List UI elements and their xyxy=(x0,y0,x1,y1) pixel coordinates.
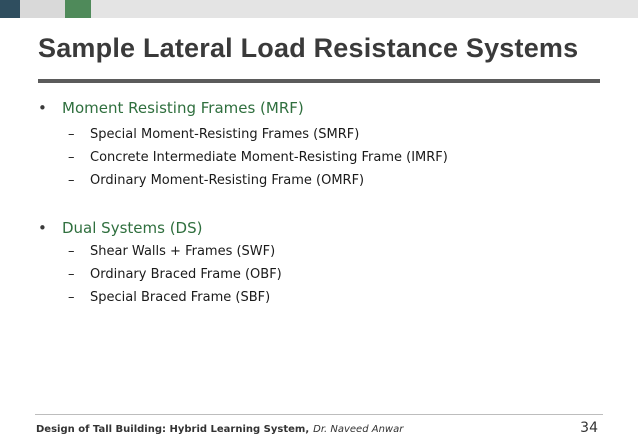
bullet-label: Moment Resisting Frames (MRF) xyxy=(62,99,304,117)
title-underline xyxy=(38,79,600,83)
sub-marker: – xyxy=(68,127,75,142)
page-number: 34 xyxy=(580,420,598,436)
sub-item xyxy=(68,267,282,282)
sub-item-label: Special Braced Frame (SBF) xyxy=(90,290,271,305)
sub-marker: – xyxy=(68,267,75,282)
sub-item xyxy=(68,127,359,142)
slide-title: Sample Lateral Load Resistance Systems xyxy=(38,33,579,63)
sub-item-label: Shear Walls + Frames (SWF) xyxy=(90,244,276,259)
footer-course: Design of Tall Building: Hybrid Learning System, xyxy=(36,424,310,435)
bullet-ds xyxy=(38,219,202,237)
band-segment xyxy=(65,0,91,18)
bullet-mrf xyxy=(38,99,304,117)
sub-marker: – xyxy=(68,290,75,305)
bullet-marker: • xyxy=(38,219,47,237)
sub-item-label: Concrete Intermediate Moment-Resisting Frame (IMRF) xyxy=(90,150,448,165)
sub-item-label: Ordinary Moment-Resisting Frame (OMRF) xyxy=(90,173,365,188)
sub-marker: – xyxy=(68,150,75,165)
band-segment xyxy=(20,0,65,18)
sub-item xyxy=(68,290,270,305)
bullet-marker: • xyxy=(38,99,47,117)
top-color-band xyxy=(0,0,638,18)
band-segment xyxy=(91,0,638,18)
sub-marker: – xyxy=(68,173,75,188)
sub-item-label: Special Moment-Resisting Frames (SMRF) xyxy=(90,127,360,142)
footer-divider xyxy=(35,414,603,415)
sub-item xyxy=(68,244,275,259)
sub-item xyxy=(68,173,364,188)
footer-author: Dr. Naveed Anwar xyxy=(313,424,404,435)
sub-item xyxy=(68,150,448,165)
band-segment xyxy=(0,0,20,18)
sub-marker: – xyxy=(68,244,75,259)
bullet-label: Dual Systems (DS) xyxy=(62,219,203,237)
sub-item-label: Ordinary Braced Frame (OBF) xyxy=(90,267,282,282)
footer-text xyxy=(36,424,403,435)
